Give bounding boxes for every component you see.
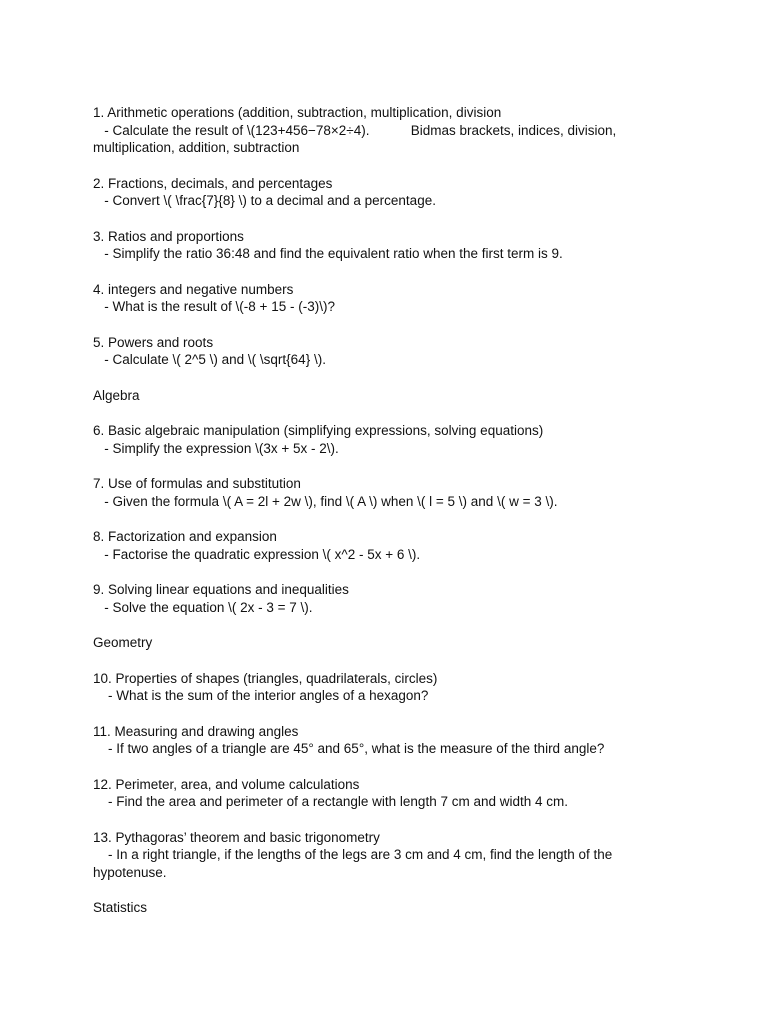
topic-task: - What is the sum of the interior angles of a hexagon? (93, 688, 429, 703)
topic-heading: 13. Pythagoras’ theorem and basic trigonometry (93, 829, 380, 845)
topic-8 (93, 528, 653, 563)
topic-6 (93, 422, 653, 457)
section-title-algebra: Algebra (93, 387, 140, 403)
topic-heading: 1. Arithmetic operations (addition, subtraction, multiplication, division (93, 105, 502, 120)
section-title-geometry: Geometry (93, 635, 153, 650)
topic-task: - Find the area and perimeter of a rectangle with length 7 cm and width 4 cm. (93, 794, 569, 809)
topic-task: - Simplify the ratio 36:48 and find the equivalent ratio when the first term is 9. (93, 246, 563, 261)
topic-heading: 5. Powers and roots (93, 334, 214, 350)
topic-heading: 2. Fractions, decimals, and percentages (93, 175, 333, 191)
topic-task: - Solve the equation \( 2x - 3 = 7 \). (93, 599, 313, 615)
topic-heading: 10. Properties of shapes (triangles, quadrilaterals, circles) (93, 670, 438, 686)
topic-13 (93, 829, 653, 882)
topic-task: - If two angles of a triangle are 45° and 65°, what is the measure of the third angle? (93, 741, 605, 756)
section-title-statistics: Statistics (93, 900, 148, 915)
topic-task: - Factorise the quadratic expression \( x^2 - 5x + 6 \). (93, 546, 421, 562)
topic-heading: 6. Basic algebraic manipulation (simplifying expressions, solving equations) (93, 423, 544, 438)
topic-task: - Simplify the expression \(3x + 5x - 2\). (93, 440, 339, 456)
topic-11 (93, 723, 653, 758)
topic-heading: 7. Use of formulas and substitution (93, 476, 301, 491)
topic-heading: 4. integers and negative numbers (93, 281, 294, 297)
topic-heading: 12. Perimeter, area, and volume calculations (93, 776, 360, 792)
topic-3 (93, 228, 653, 263)
topic-heading: 8. Factorization and expansion (93, 529, 277, 544)
document-body (93, 104, 653, 935)
topic-task: - In a right triangle, if the lengths of the legs are 3 cm and 4 cm, find the length of the hypotenuse. (93, 847, 617, 880)
topic-heading: 3. Ratios and proportions (93, 228, 244, 244)
topic-5 (93, 334, 653, 369)
topic-task: - Calculate the result of \(123+456−78×2÷4). Bidmas brackets, indices, division, multiplication, addition, subtraction (93, 122, 621, 155)
topic-9 (93, 581, 653, 616)
topic-task: - Given the formula \( A = 2l + 2w \), find \( A \) when \( l = 5 \) and \( w = 3 \). (93, 493, 558, 509)
topic-12 (93, 776, 653, 811)
topic-task: - Convert \( \frac{7}{8} \) to a decimal and a percentage. (93, 193, 436, 208)
topic-task: - Calculate \( 2^5 \) and \( \sqrt{64} \). (93, 352, 326, 367)
topic-2 (93, 175, 653, 210)
topic-task: - What is the result of \(-8 + 15 - (-3)\)? (93, 299, 335, 314)
topic-10 (93, 670, 653, 705)
topic-7 (93, 475, 653, 510)
topic-4 (93, 281, 653, 316)
topic-1 (93, 104, 653, 157)
topic-heading: 11. Measuring and drawing angles (93, 723, 299, 739)
topic-heading: 9. Solving linear equations and inequalities (93, 582, 349, 597)
